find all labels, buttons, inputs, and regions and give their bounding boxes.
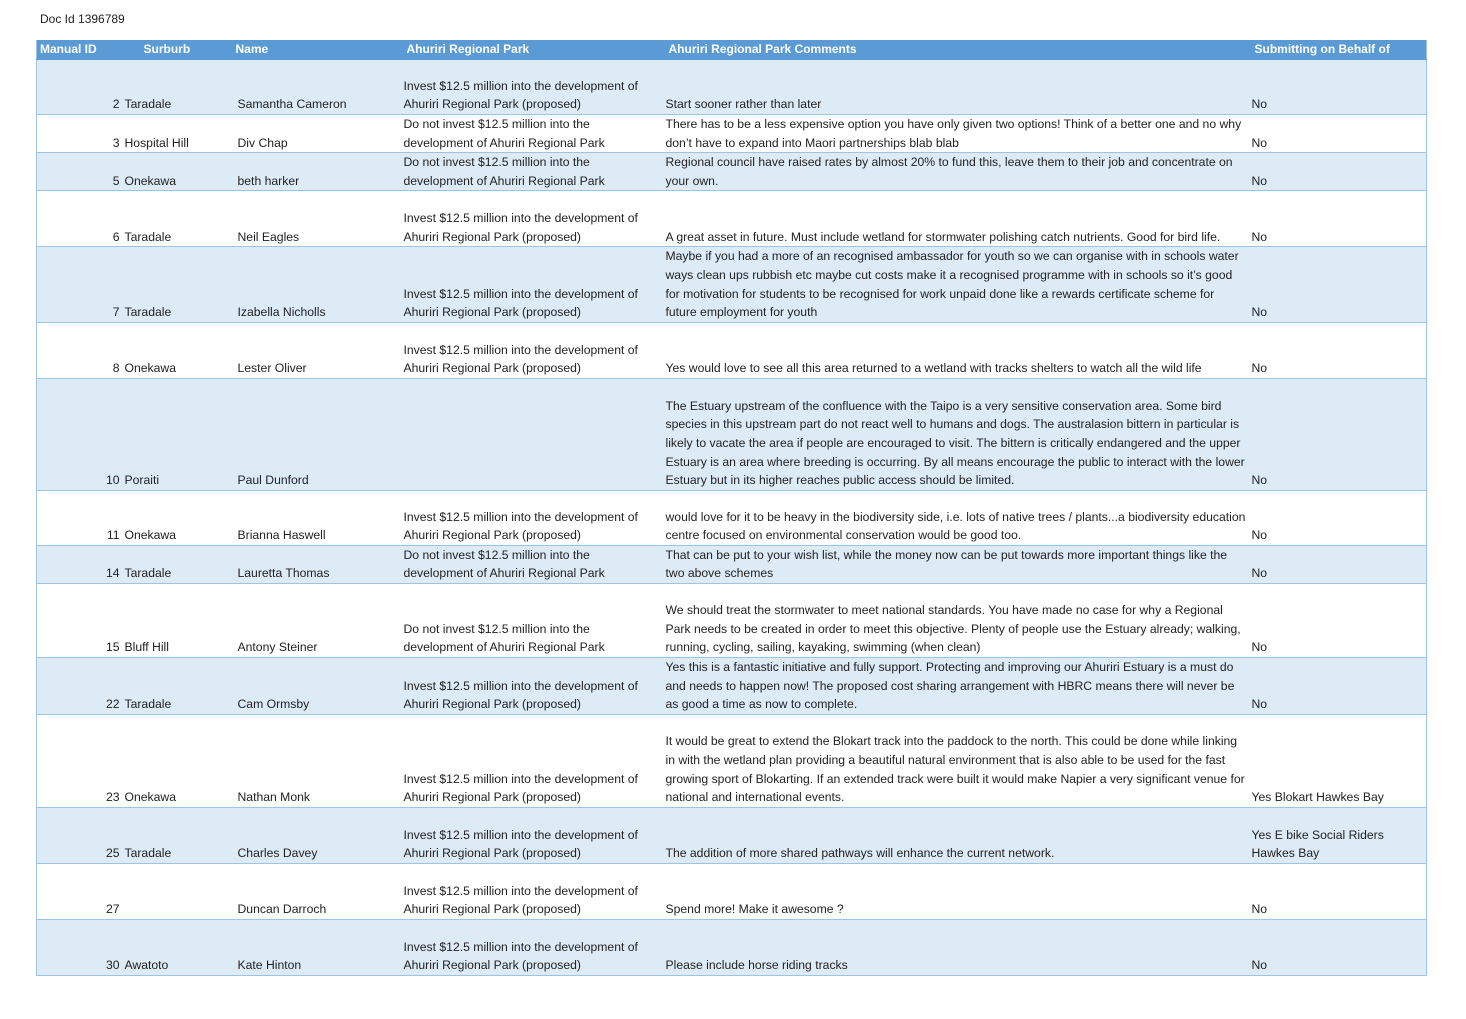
cell-suburb: Onekawa (124, 714, 232, 807)
header-name: Name (232, 40, 402, 60)
table-row (37, 60, 1427, 115)
cell-comments: The addition of more shared pathways will enhance the current network. (664, 807, 1250, 863)
header-behalf: Submitting on Behalf of (1250, 40, 1427, 60)
cell-park: Invest $12.5 million into the development of Ahuriri Regional Park (proposed) (402, 322, 664, 378)
cell-park: Invest $12.5 million into the development of Ahuriri Regional Park (proposed) (402, 191, 664, 247)
cell-manual-id: 5 (37, 153, 124, 191)
cell-park: Invest $12.5 million into the development of Ahuriri Regional Park (proposed) (402, 863, 664, 919)
cell-comments: It would be great to extend the Blokart track into the paddock to the north. This could be done while linking in with the wetland plan providing a beautiful natural environment that is also able to be used for the fast growing sport of Blokarting. If an extended track were built it would make Napier a very significant venue for national and international events. (664, 714, 1250, 807)
cell-name: Charles Davey (232, 807, 402, 863)
cell-suburb: Onekawa (124, 490, 232, 545)
header-suburb: Surburb (124, 40, 232, 60)
table-row (37, 153, 1427, 191)
cell-name: Lauretta Thomas (232, 545, 402, 583)
cell-behalf: No (1250, 919, 1427, 975)
cell-comments: Maybe if you had a more of an recognised ambassador for youth so we can organise with in schools water ways clean ups rubbish etc maybe cut costs make it a recognised programme with in schools so it’s good for motivation for students to be recognised for work unpaid done like a rewards certificate scheme for future employment for youth (664, 247, 1250, 322)
cell-suburb: Taradale (124, 657, 232, 714)
table-body (37, 60, 1427, 976)
cell-name: Brianna Haswell (232, 490, 402, 545)
cell-manual-id: 25 (37, 807, 124, 863)
cell-behalf: No (1250, 115, 1427, 153)
cell-suburb (124, 863, 232, 919)
cell-manual-id: 10 (37, 378, 124, 490)
cell-suburb: Taradale (124, 807, 232, 863)
cell-park: Do not invest $12.5 million into the development of Ahuriri Regional Park (402, 545, 664, 583)
cell-park: Do not invest $12.5 million into the development of Ahuriri Regional Park (402, 583, 664, 657)
cell-manual-id: 27 (37, 863, 124, 919)
cell-park: Invest $12.5 million into the development of Ahuriri Regional Park (proposed) (402, 807, 664, 863)
cell-behalf: Yes Blokart Hawkes Bay (1250, 714, 1427, 807)
cell-park: Invest $12.5 million into the development of Ahuriri Regional Park (proposed) (402, 247, 664, 322)
cell-suburb: Taradale (124, 247, 232, 322)
table-row (37, 919, 1427, 975)
cell-name: Paul Dunford (232, 378, 402, 490)
cell-comments: A great asset in future. Must include wetland for stormwater polishing catch nutrients. Good for bird life. (664, 191, 1250, 247)
cell-behalf: No (1250, 247, 1427, 322)
cell-behalf: No (1250, 153, 1427, 191)
table-row (37, 115, 1427, 153)
cell-manual-id: 3 (37, 115, 124, 153)
table-row (37, 863, 1427, 919)
cell-manual-id: 6 (37, 191, 124, 247)
cell-suburb: Poraiti (124, 378, 232, 490)
cell-park (402, 378, 664, 490)
cell-suburb: Onekawa (124, 153, 232, 191)
cell-suburb: Bluff Hill (124, 583, 232, 657)
cell-comments: There has to be a less expensive option you have only given two options! Think of a better one and no why don’t have to expand into Maori partnerships blab blab (664, 115, 1250, 153)
cell-suburb: Hospital Hill (124, 115, 232, 153)
cell-comments: Please include horse riding tracks (664, 919, 1250, 975)
cell-behalf: No (1250, 583, 1427, 657)
cell-park: Invest $12.5 million into the development of Ahuriri Regional Park (proposed) (402, 490, 664, 545)
cell-behalf: No (1250, 490, 1427, 545)
cell-name: Kate Hinton (232, 919, 402, 975)
cell-park: Invest $12.5 million into the development of Ahuriri Regional Park (proposed) (402, 919, 664, 975)
cell-comments: We should treat the stormwater to meet national standards. You have made no case for why a Regional Park needs to be created in order to meet this objective. Plenty of people use the Estuary already; walking, running, cycling, sailing, kayaking, swimming (when clean) (664, 583, 1250, 657)
table-row (37, 490, 1427, 545)
table-row (37, 191, 1427, 247)
cell-name: Lester Oliver (232, 322, 402, 378)
cell-park: Invest $12.5 million into the development of Ahuriri Regional Park (proposed) (402, 714, 664, 807)
cell-behalf: No (1250, 191, 1427, 247)
table-row (37, 247, 1427, 322)
cell-manual-id: 15 (37, 583, 124, 657)
cell-name: Samantha Cameron (232, 60, 402, 115)
cell-manual-id: 11 (37, 490, 124, 545)
cell-name: Nathan Monk (232, 714, 402, 807)
cell-park: Invest $12.5 million into the development of Ahuriri Regional Park (proposed) (402, 60, 664, 115)
table-row (37, 657, 1427, 714)
cell-comments: That can be put to your wish list, while the money now can be put towards more important things like the two above schemes (664, 545, 1250, 583)
header-row (37, 40, 1427, 60)
cell-comments: would love for it to be heavy in the biodiversity side, i.e. lots of native trees / plants...a biodiversity education centre focused on environmental conservation would be good too. (664, 490, 1250, 545)
cell-behalf: No (1250, 60, 1427, 115)
cell-comments: Spend more! Make it awesome ? (664, 863, 1250, 919)
cell-suburb: Taradale (124, 545, 232, 583)
cell-comments: Regional council have raised rates by almost 20% to fund this, leave them to their job and concentrate on your own. (664, 153, 1250, 191)
submissions-table (36, 40, 1427, 976)
cell-suburb: Onekawa (124, 322, 232, 378)
table-row (37, 807, 1427, 863)
cell-comments: The Estuary upstream of the confluence with the Taipo is a very sensitive conservation area. Some bird species in this upstream part do not react well to humans and dogs. The australasion bittern in particular is likely to vacate the area if people are encouraged to visit. The bittern is critically endangered and the upper Estuary is an area where breeding is occurring. By all means encourage the public to interact with the lower Estuary but in its higher reaches public access should be limited. (664, 378, 1250, 490)
cell-suburb: Awatoto (124, 919, 232, 975)
cell-name: Duncan Darroch (232, 863, 402, 919)
cell-comments: Start sooner rather than later (664, 60, 1250, 115)
cell-behalf: No (1250, 863, 1427, 919)
cell-park: Do not invest $12.5 million into the development of Ahuriri Regional Park (402, 153, 664, 191)
cell-manual-id: 30 (37, 919, 124, 975)
cell-name: Antony Steiner (232, 583, 402, 657)
cell-name: Div Chap (232, 115, 402, 153)
cell-comments: Yes would love to see all this area returned to a wetland with tracks shelters to watch all the wild life (664, 322, 1250, 378)
cell-name: Neil Eagles (232, 191, 402, 247)
table-row (37, 378, 1427, 490)
header-manual-id: Manual ID (37, 40, 124, 60)
cell-suburb: Taradale (124, 191, 232, 247)
cell-name: Cam Ormsby (232, 657, 402, 714)
cell-park: Invest $12.5 million into the development of Ahuriri Regional Park (proposed) (402, 657, 664, 714)
cell-manual-id: 2 (37, 60, 124, 115)
cell-suburb: Taradale (124, 60, 232, 115)
table-row (37, 322, 1427, 378)
cell-comments: Yes this is a fantastic initiative and fully support. Protecting and improving our Ahuriri Estuary is a must do and needs to happen now! The proposed cost sharing arrangement with HBRC means there will never be as good a time as now to complete. (664, 657, 1250, 714)
cell-behalf: Yes E bike Social Riders Hawkes Bay (1250, 807, 1427, 863)
cell-park: Do not invest $12.5 million into the development of Ahuriri Regional Park (402, 115, 664, 153)
cell-manual-id: 8 (37, 322, 124, 378)
doc-id: Doc Id 1396789 (40, 12, 125, 26)
table-row (37, 583, 1427, 657)
table-row (37, 714, 1427, 807)
cell-manual-id: 22 (37, 657, 124, 714)
cell-behalf: No (1250, 545, 1427, 583)
cell-manual-id: 7 (37, 247, 124, 322)
cell-manual-id: 23 (37, 714, 124, 807)
cell-behalf: No (1250, 322, 1427, 378)
cell-name: beth harker (232, 153, 402, 191)
table-row (37, 545, 1427, 583)
cell-behalf: No (1250, 657, 1427, 714)
cell-manual-id: 14 (37, 545, 124, 583)
header-park: Ahuriri Regional Park (402, 40, 664, 60)
cell-name: Izabella Nicholls (232, 247, 402, 322)
cell-behalf: No (1250, 378, 1427, 490)
header-comments: Ahuriri Regional Park Comments (664, 40, 1250, 60)
